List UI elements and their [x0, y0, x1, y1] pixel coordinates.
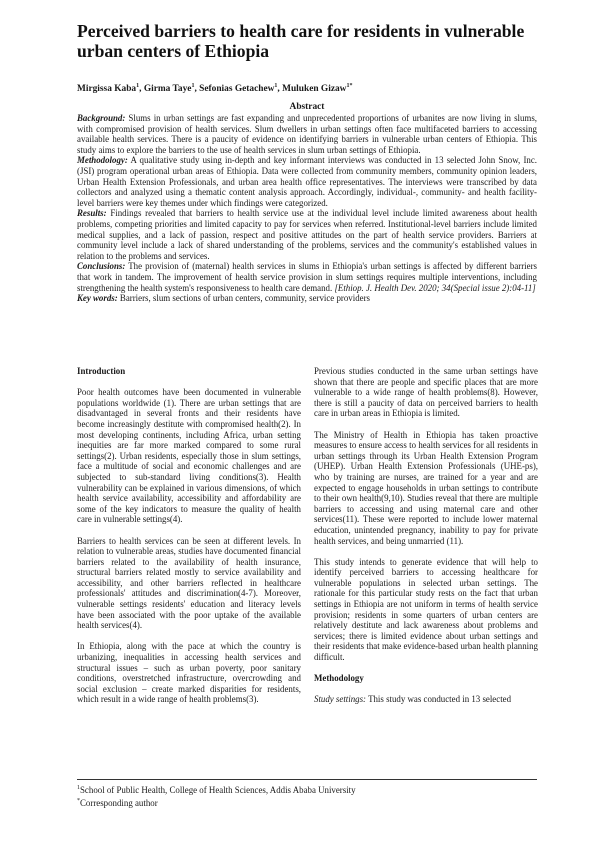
subsection-label: Study settings: [314, 694, 367, 705]
author-name: Muluken Gizaw [282, 84, 347, 95]
section-heading-introduction: Introduction [77, 366, 126, 376]
body-paragraph: In Ethiopia, along with the pace at which the country is urbanizing, inequalities in accessing health services and structural issues – such as urban poverty, poor sanitary conditions, overstretched infrastructure, overcrowding and social exclusion – create marked disparities for residents, which result in a wide range of health problems(3). [77, 641, 301, 705]
author-affiliation-mark: 1* [346, 83, 353, 89]
author-affiliation-mark: 1 [136, 83, 140, 89]
author-affiliation-mark: 1 [274, 83, 278, 89]
abstract-conclusions [77, 261, 537, 293]
left-column [77, 366, 301, 716]
section-heading-methodology: Methodology [314, 673, 364, 684]
body-paragraph: Barriers to health services can be seen at different levels. In relation to vulnerable areas, studies have documented financial barriers related to the availability of health insurance, structural barriers related mostly to service availability and accessibility, and other barriers reflected in healthcare professionals' attitudes and discrimination(4-7). Moreover, vulnerable settings residents' education and literacy levels have been associated with the poor uptake of the available health services(4). [77, 535, 301, 631]
abstract-methodology [77, 155, 537, 208]
author-name: Mirgissa Kaba [77, 84, 137, 95]
abstract-background [77, 113, 537, 155]
abstract-label: Methodology: [77, 155, 128, 166]
paper-title: Perceived barriers to health care for residents in vulnerable urban centers of Ethiopia [77, 21, 525, 61]
footnote-affiliation [77, 783, 537, 796]
author-name: Sefonias Getachew [199, 84, 275, 95]
body-paragraph [314, 694, 538, 705]
abstract-text: A qualitative study using in-depth and key informant interviews was conducted in 13 selected John Snow, Inc. (JSI) program operational urban areas of Ethiopia. Data were collected from community members, community opinion leaders, Urban Health Extension Professionals, and urban area health office representatives. The interviews were transcribed by data collectors and analyzed using a thematic content analysis approach. Accordingly, individual-, community- and health facility-level barriers were key themes under which findings were categorized. [77, 155, 537, 208]
author-name: Girma Taye [143, 84, 192, 95]
abstract-text: Barriers, slum sections of urban centers, community, service providers [119, 293, 370, 304]
footnote-text: School of Public Health, College of Health Sciences, Addis Ababa University [80, 784, 356, 795]
footnote-text: Corresponding author [80, 797, 158, 808]
abstract-keywords [77, 293, 537, 304]
right-column [314, 366, 538, 716]
body-paragraph: Previous studies conducted in the same urban settings have shown that there are people and specific places that are more vulnerable to a wide range of health problems(8). However, there is still a paucity of data on perceived barriers to health care in urban areas in Ethiopia is limited. [314, 366, 538, 419]
author-list: Mirgissa Kaba$^1$, Girma Taye$^1$, Sefonias Getachew$^1$, Muluken Gizaw$^{1*}$ [77, 83, 353, 95]
abstract-text: Findings revealed that barriers to health service use at the individual level include limited awareness about health problems, competing priorities and limited capacity to pay for services when referred. Institutional-level barriers include limited medical supplies, and a lack of passion, respect and positive attitudes on the part of health service providers. Barriers at community level include a lack of shared understanding of the problems, services and the community's established values in relation to the problems and services. [77, 208, 538, 261]
author-affiliation-mark: 1 [191, 83, 195, 89]
body-paragraph: The Ministry of Health in Ethiopia has taken proactive measures to ensure access to health services for all residents in urban settings through its Urban Health Extension Program (UHEP). Urban Health Extension Professionals (UHE-ps), who by training are nurses, are trained for a year and are expected to engage households in urban settings to contribute to their own health(9,10). Studies reveal that there are multiple barriers to accessing and using maternal care and other services(11). These were reported to include lower maternal education, unintended pregnancy, inability to pay for private health services, and being unmarried (11). [314, 429, 538, 546]
abstract-body [77, 113, 537, 304]
abstract-label: Conclusions: [77, 261, 126, 272]
abstract-text: The provision of (maternal) health services in slums in Ethiopia's urban settings is affected by different barriers that work in tandem. The improvement of health service provision in slum settings requires multiple interventions, including strengthening the health system's responsiveness to health care demand. [77, 261, 537, 293]
footnote-corresponding [77, 796, 537, 809]
footnote-mark: * [77, 797, 80, 804]
footnote-divider [77, 779, 537, 780]
body-text: This study was conducted in 13 selected [368, 694, 512, 705]
abstract-results [77, 208, 537, 261]
abstract-label: Key words: [77, 293, 118, 304]
footnote-mark: 1 [77, 785, 80, 791]
body-paragraph: Poor health outcomes have been documented in vulnerable populations worldwide (1). There are urban settings that are disadvantaged in several fronts and their residents have become increasingly destitute with compromised health(2). In most developing continents, including Africa, urban setting inequities are far more marked compared to some rural settings(2). Urban residents, especially those in slum settings, face a multitude of social and economic challenges and are subjected to sub-standard living conditions(3). Health vulnerability can be explained in various dimensions, of which health service availability, accessibility and affordability are some of the key indicators to measure the quality of health care in vulnerable settings(4). [77, 387, 301, 525]
journal-citation: [Ethiop. J. Health Dev. 2020; 34(Special issue 2):04-11] [334, 282, 536, 293]
abstract-label: Results: [77, 208, 107, 219]
abstract-heading: Abstract [289, 102, 325, 112]
footnotes [77, 783, 537, 809]
body-paragraph: This study intends to generate evidence that will help to identify perceived barriers to accessing healthcare for vulnerable populations in selected urban settings. The rationale for this particular study rests on the fact that urban settings in Ethiopia are not uniform in terms of health service provision; residents in some quarters of urban centers are relatively destitute and lack awareness about problems and services; there is limited evidence about urban settings and their residents that make evidence-based urban health planning difficult. [314, 556, 538, 663]
abstract-label: Background: [77, 113, 126, 123]
abstract-text: Slums in urban settings are fast expanding and unprecedented proportions of urbanites are now living in slums, with compromised provision of health services. Slum dwellers in urban settings often face multifaceted barriers to accessing available health services. There is a paucity of evidence on identifying barriers in vulnerable urban centers of Ethiopia. This study aims to explore the barriers to the use of health services in slum urban settings of Ethiopia. [77, 113, 538, 155]
